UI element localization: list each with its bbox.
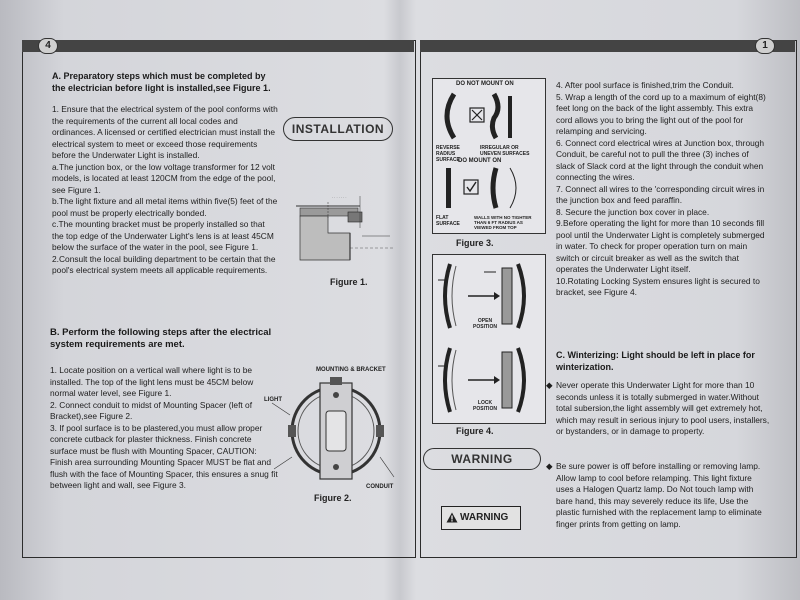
fig4-open-label: OPEN POSITION bbox=[473, 318, 497, 330]
fig3-irregular: IRREGULAR OR UNEVEN SURFACES bbox=[480, 145, 530, 157]
section-a-item: 2.Consult the local building department to be certain that the pool's electrical system meets all applicable requirements. bbox=[52, 253, 276, 275]
bullet-1 bbox=[546, 380, 770, 438]
section-b-title: B. Perform the following steps after the electrical system requirements are met. bbox=[50, 327, 272, 350]
step-item: 9.Before operating the light for more than 10 seconds fill pool until the Underwater Light is completely submerged in water. To check for proper operation turn on main switch or circuit breaker as well as the switch that operates the Underwater Light itself. bbox=[556, 218, 765, 274]
figure1-caption: Figure 1. bbox=[330, 277, 368, 287]
section-a-item: 1. Ensure that the electrical system of the pool conforms with the requirements of the current all local codes and ordinances. A licensed or certified electrician must install the electrical system to meet or exceed those requirements before the Underwater Light is installed. bbox=[52, 104, 278, 160]
fig3-flat: FLAT SURFACE bbox=[436, 215, 460, 227]
bullet-2 bbox=[546, 461, 770, 530]
fig4-lock-label: LOCK POSITION bbox=[473, 400, 497, 412]
section-b-item: 2. Connect conduit to midst of Mounting Spacer (left of Bracket),see Figure 2. bbox=[50, 399, 253, 421]
figure2-diagram bbox=[270, 373, 400, 491]
figure3-caption: Figure 3. bbox=[456, 238, 494, 248]
steps-list bbox=[556, 80, 768, 299]
fig2-label-light: LIGHT bbox=[264, 397, 282, 403]
section-a-item: a.The junction box, or the low voltage transformer for 12 volt models, is located at least 120CM from the edge of the pool, see Figure 1. bbox=[52, 161, 276, 195]
warning-badge: WARNING bbox=[423, 448, 541, 470]
left-page-header-bar bbox=[22, 40, 414, 52]
warning-box bbox=[441, 506, 521, 530]
step-item: 8. Secure the junction box cover in place. bbox=[556, 206, 710, 217]
section-a-title: A. Preparatory steps which must be completed by the electrician before light is installed,see Figure 1. bbox=[52, 71, 271, 93]
warning-triangle-icon bbox=[446, 512, 458, 523]
figure3-good-mount-diagram bbox=[436, 164, 540, 214]
fig3-walls: WALLS WITH NO TIGHTER THAN 6 FT RADIUS AS VIEWED FROM TOP bbox=[474, 215, 532, 230]
section-a-item: b.The light fixture and all metal items within five(5) feet of the pool must be properly electrically bonded. bbox=[52, 196, 278, 218]
installation-badge: INSTALLATION bbox=[283, 117, 393, 141]
svg-text:. . . . . . .: . . . . . . . bbox=[332, 194, 347, 199]
step-item: 6. Connect cord electrical wires at Junction box, through Conduit, be careful not to pull the three (3) inches of slack of Slack cord at the light through the conduit when connecting the wires. bbox=[556, 137, 765, 182]
warning-box-label: WARNING bbox=[460, 512, 509, 523]
right-page-header-bar bbox=[420, 40, 795, 52]
fig3-do-not-mount: DO NOT MOUNT ON bbox=[456, 81, 514, 87]
step-item: 4. After pool surface is finished,trim the Conduit. bbox=[556, 80, 734, 90]
section-c-title: C. Winterizing: Light should be left in place for winterization. bbox=[556, 350, 755, 372]
bullet-text: Never operate this Underwater Light for more than 10 seconds unless it is totally submerged in water.Without total subersion,the light assembly will get extremely hot, which may result in serious injury to pool users, installers, or bystanders, or in damage to property. bbox=[556, 380, 770, 436]
section-b-list bbox=[50, 365, 278, 492]
step-item: 5. Wrap a length of the cord up to a maximum of eight(8) feet long on the back of the light assembly. This extra cord allows you to bring the light out of the pool for relamping and servicing. bbox=[556, 91, 766, 136]
figure3-bad-mount-diagram bbox=[436, 88, 540, 148]
step-item: 10.Rotating Locking System ensures light is secured to bracket, see Figure 4. bbox=[556, 275, 760, 297]
bullet-diamond-icon: ◆ bbox=[546, 380, 553, 390]
fig2-label-conduit: CONDUIT bbox=[366, 484, 394, 490]
step-item: 7. Connect all wires to the 'corresponding circuit wires in the junction box and feed paraffin. bbox=[556, 183, 765, 205]
fig2-label-mounting: MOUNTING & BRACKET bbox=[316, 367, 386, 373]
right-page-number: 1 bbox=[755, 38, 775, 54]
left-page-number: 4 bbox=[38, 38, 58, 54]
bullet-text: Be sure power is off before installing or removing lamp. Allow lamp to cool before relamping. This light fixture uses a Halogen Quartz lamp. Do Not touch lamp with bare hand, this may severely reduce its life, Use the plastic furnished with the replacement lamp to eliminate finger prints from getting on lamp. bbox=[556, 461, 762, 529]
section-b-item: 1. Locate position on a vertical wall where light is to be installed. The top of the light lens must be 45CM below normal water level, see Figure 1. bbox=[50, 365, 254, 398]
bullet-diamond-icon: ◆ bbox=[546, 461, 553, 471]
fig3-reverse-radius: REVERSE RADIUS SURFACE bbox=[436, 145, 460, 163]
figure4-caption: Figure 4. bbox=[456, 426, 494, 436]
section-a-item: c.The mounting bracket must be properly installed so that the top edge of the Underwater Light's lens is at least 45CM below the surface of the water in the pool, see Figure 1. bbox=[52, 219, 274, 252]
section-a-list bbox=[52, 104, 278, 277]
figure2-caption: Figure 2. bbox=[314, 493, 352, 503]
fig3-do-mount: DO MOUNT ON bbox=[458, 158, 502, 164]
section-b-item: 3. If pool surface is to be plastered,you must allow proper concrete cutback for plaster thickness. Finish concrete surface must be flush with Mounting Spacer, CAUTION: Finish area surrounding Mounting Spacer MUST be flat and flush with the face of Mounting Spacer, this ensures a snug fit between light and wall, see Figure 3. bbox=[50, 422, 278, 490]
figure1-diagram bbox=[290, 188, 400, 270]
